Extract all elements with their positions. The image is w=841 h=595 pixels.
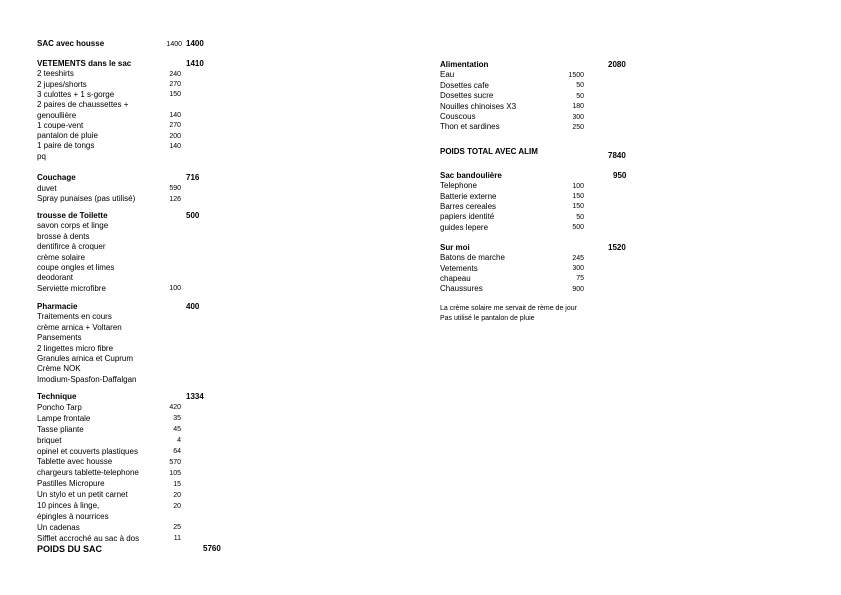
couchage-title: Couchage [37, 173, 76, 182]
toilette-item: crème solaire [37, 252, 86, 262]
bandouliere-title: Sac bandoulière [440, 171, 502, 180]
pharmacie-item: Imodium-Spasfon-Daffalgan [37, 374, 137, 384]
technique-item-value: 20 [173, 491, 181, 499]
technique-item-value: 4 [177, 437, 181, 445]
vetements-item: 2 teeshirts [37, 69, 74, 79]
technique-item: Sifflet accroché au sac à dos [37, 533, 140, 543]
alimentation-item-value: 1500 [568, 71, 584, 79]
couchage-item-value: 590 [169, 185, 181, 192]
toilette-item: coupe ongles et limes [37, 263, 115, 272]
alimentation-item-value: 300 [572, 113, 584, 121]
technique-item-value: 35 [173, 415, 181, 423]
sur-moi-item: chapeau [440, 273, 471, 283]
sur-moi-item-value: 900 [572, 285, 584, 293]
toilette-item: brosse à dents [37, 231, 90, 241]
sur-moi-total: 1520 [608, 243, 626, 252]
vetements-item-value: 140 [169, 142, 181, 150]
technique-item-value: 11 [173, 535, 181, 543]
bandouliere-item-value: 150 [572, 203, 584, 211]
toilette-title: trousse de Toilette [37, 211, 108, 220]
technique-item: briquet [37, 435, 62, 445]
vetements-item-value: 200 [169, 132, 181, 140]
bandouliere-item: papiers identité [440, 212, 495, 222]
note-line: Pas utilisé le pantalon de pluie [440, 315, 535, 322]
toilette-total: 500 [186, 211, 200, 220]
bandouliere-item: guides lepere [440, 222, 489, 232]
vetements-item: 2 jupes/shorts [37, 79, 87, 89]
sur-moi-item-value: 245 [572, 254, 584, 262]
vetements-item: 1 coupe-vent [37, 120, 84, 130]
technique-item: Tasse pliante [37, 424, 84, 434]
alimentation-item: Thon et sardines [440, 122, 500, 132]
technique-item-value: 15 [173, 480, 181, 488]
pharmacie-item: Crème NOK [37, 364, 81, 374]
technique-item: Un cadenas [37, 522, 80, 532]
couchage-item-value: 126 [169, 195, 181, 203]
technique-item-value: 20 [173, 502, 181, 510]
sur-moi-item: Batons de marche [440, 253, 505, 263]
sur-moi-item-value: 300 [572, 265, 584, 273]
pharmacie-item: 2 lingettes micro fibre [37, 343, 114, 353]
toilette-item: Serviette microfibre [37, 283, 106, 293]
alimentation-item: Eau [440, 70, 455, 80]
technique-item: épingles à nourrices [37, 511, 109, 521]
pharmacie-title: Pharmacie [37, 302, 78, 311]
sur-moi-title: Sur moi [440, 243, 470, 252]
technique-item-value: 105 [169, 469, 181, 477]
technique-item-value: 25 [173, 524, 181, 532]
technique-item: 10 pinces à linge, [37, 501, 100, 510]
technique-item: chargeurs tablette-telephone [37, 468, 139, 478]
pharmacie-item: Granules arnica et Cuprum [37, 354, 134, 363]
vetements-item-value: 150 [169, 91, 181, 99]
sur-moi-item-value: 75 [576, 275, 584, 283]
bandouliere-item-value: 150 [572, 193, 584, 201]
alimentation-item-value: 250 [572, 123, 584, 131]
technique-title: Technique [37, 392, 77, 401]
vetements-item: pq [37, 151, 46, 161]
technique-item-value: 64 [173, 448, 181, 455]
poids-sac-value: 5760 [203, 544, 221, 553]
bandouliere-total: 950 [613, 171, 627, 180]
technique-item: Un stylo et un petit carnet [37, 490, 128, 500]
alimentation-title: Alimentation [440, 60, 489, 69]
alimentation-item-value: 180 [572, 103, 584, 111]
couchage-item: Spray punaises (pas utilisé) [37, 194, 136, 203]
vetements-item: 2 paires de chaussettes + [37, 100, 129, 110]
technique-total: 1334 [186, 392, 204, 401]
sur-moi-item: Vetements [440, 263, 478, 273]
vetements-item: genoullière [37, 110, 77, 120]
sac-total: 1400 [186, 39, 204, 48]
alimentation-item: Dosettes cafe [440, 80, 489, 90]
vetements-item-value: 140 [169, 112, 181, 119]
pharmacie-item: Pansements [37, 333, 82, 343]
technique-item-value: 570 [169, 458, 181, 466]
technique-item: Pastilles Micropure [37, 479, 105, 489]
vetements-item-value: 270 [169, 81, 181, 89]
bandouliere-item-value: 100 [572, 182, 584, 190]
alimentation-total: 2080 [608, 60, 626, 69]
pharmacie-item: crème arnica + Voltaren [37, 322, 122, 332]
vetements-item: pantalon de pluie [37, 131, 98, 141]
vetements-total: 1410 [186, 59, 204, 68]
note-line: La crème solaire me servait de rème de jour [440, 305, 577, 312]
sur-moi-item: Chaussures [440, 284, 483, 294]
alimentation-item: Dosettes sucre [440, 91, 494, 101]
technique-item: Tablette avec housse [37, 457, 113, 467]
vetements-item-value: 240 [169, 70, 181, 78]
bandouliere-item: Barres cereales [440, 201, 497, 211]
sac-value: 1400 [166, 40, 182, 48]
toilette-item-value: 100 [169, 285, 181, 293]
poids-total-value: 7840 [608, 151, 626, 160]
vetements-title: VETEMENTS dans le sac [37, 59, 132, 68]
couchage-total: 716 [186, 173, 200, 182]
vetements-item: 3 culottes + 1 s-gorge [37, 89, 115, 99]
vetements-item-value: 270 [169, 122, 181, 130]
poids-sac-label: POIDS DU SAC [37, 544, 103, 554]
alimentation-item: Nouilles chinoises X3 [440, 101, 517, 111]
bandouliere-item: Batterie externe [440, 191, 497, 201]
toilette-item: dentifirce à croquer [37, 242, 106, 252]
couchage-item: duvet [37, 183, 57, 193]
vetements-item: 1 paire de tongs [37, 141, 95, 151]
bandouliere-item-value: 50 [576, 213, 584, 221]
bandouliere-item: Telephone [440, 181, 477, 191]
poids-total-label: POIDS TOTAL AVEC ALIM [440, 147, 538, 156]
technique-item-value: 420 [169, 404, 181, 412]
bandouliere-item-value: 500 [572, 224, 584, 231]
technique-item: opinel et couverts plastiques [37, 446, 138, 456]
alimentation-item: Couscous [440, 112, 476, 121]
alimentation-item-value: 50 [576, 92, 584, 100]
technique-item-value: 45 [173, 426, 181, 434]
toilette-item: deodorant [37, 273, 74, 283]
pharmacie-total: 400 [186, 302, 200, 311]
technique-item: Poncho Tarp [37, 402, 82, 412]
technique-item: Lampe frontale [37, 413, 91, 423]
toilette-item: savon corps et linge [37, 221, 109, 231]
alimentation-item-value: 50 [576, 82, 584, 90]
sac-title: SAC avec housse [37, 39, 105, 48]
pharmacie-item: Traitements en cours [37, 312, 112, 322]
